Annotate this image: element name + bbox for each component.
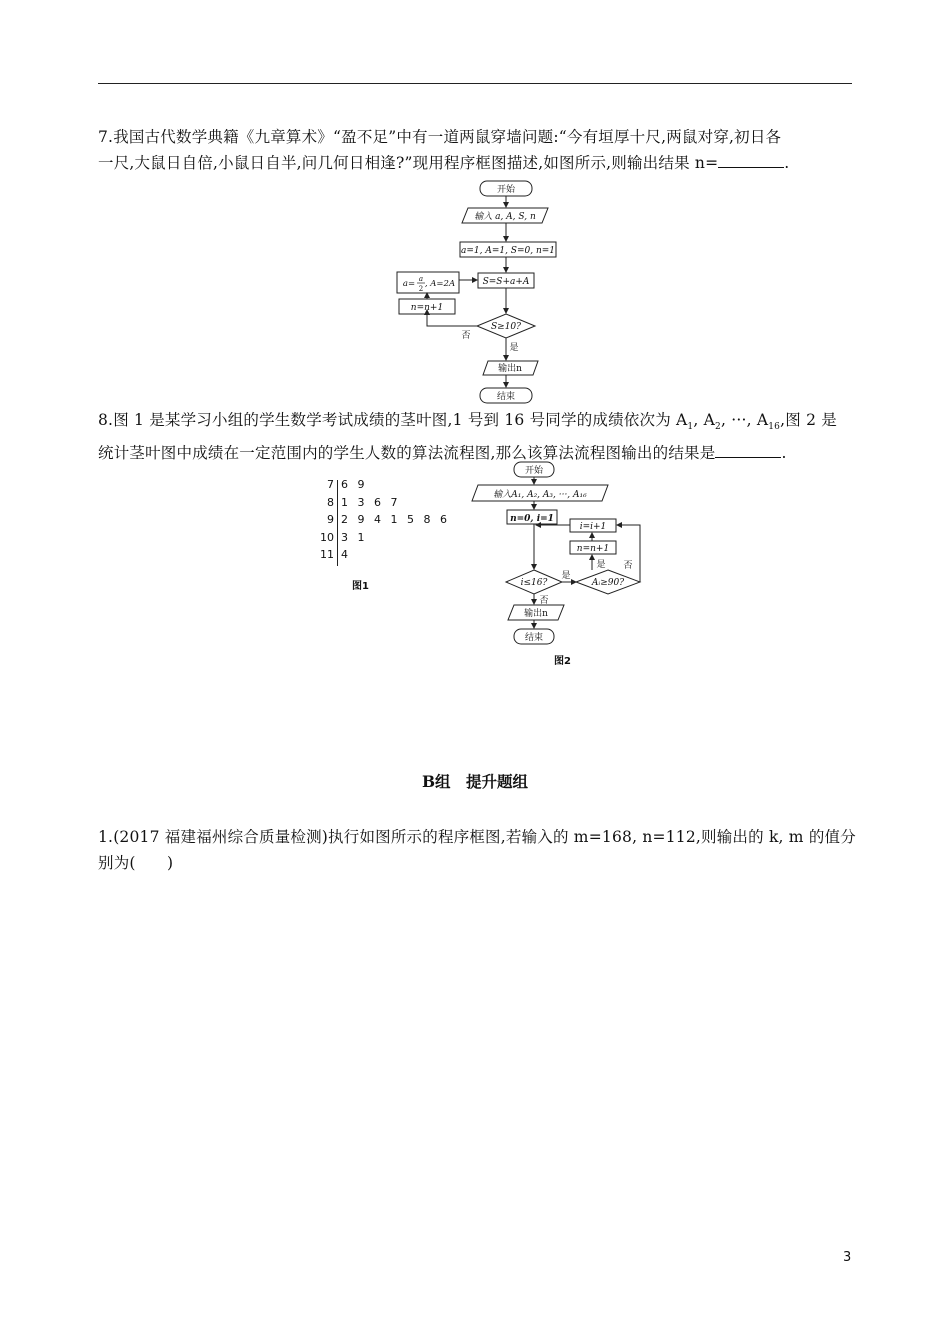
leaf-values: 2 9 4 1 5 8 6 [341,513,450,526]
q7-update-a-num: a [418,275,424,283]
page-number: 3 [843,1250,852,1265]
q8-sep-2: , ···, A [720,411,769,429]
q7-no-label: 否 [461,331,471,341]
q8-input-label: 输入A₁, A₂, A₃, ···, A₁₆ [493,490,587,500]
leaf-values: 3 1 [341,530,368,544]
stem-value: 8 [327,495,334,509]
q7-cond-label: S≥10? [491,322,521,332]
q8-line-1 [98,407,858,440]
q8-cond-i-label: i≤16? [520,578,548,588]
q7-output-label: 输出n [498,364,522,374]
q8-output-label: 输出n [524,609,548,619]
q8-sub-16: 16 [768,422,781,433]
answer-blank-q7[interactable] [718,153,784,168]
q8-line-1-text: 8.图 1 是某学习小组的学生数学考试成绩的茎叶图,1 号到 16 号同学的成绩依次为 A [98,411,688,429]
q8-line-2-end: . [781,444,787,463]
question-7 [98,124,858,176]
stem-value: 7 [327,478,334,491]
q7-update-a-den: 2 [418,285,424,293]
q7-end-label: 结束 [496,392,516,402]
q8-sep-1: , A [693,411,716,429]
q8-init-label: n=0, i=1 [510,514,554,524]
stem-value: 10 [320,530,334,544]
qb1-line-1: 1.(2017 福建福州综合质量检测)执行如图所示的程序框图,若输入的 m=168, n=112,则输出的 k, m 的值分 [98,828,856,846]
q8-flowchart [460,458,650,648]
answer-blank-q8[interactable] [715,443,781,458]
q8-no-i-label: 否 [539,596,549,606]
figure-1-caption: 图1 [352,581,369,592]
q8-start-label: 开始 [524,466,544,476]
q7-line-1: 7.我国古代数学典籍《九章算术》“盈不足”中有一道两鼠穿墙问题:“今有垣厚十尺,两鼠对穿,初日各 [98,128,782,146]
q8-yes-i-label: 是 [561,571,571,581]
q7-update-a-right: , A=2A [424,279,456,289]
figure-2-caption: 图2 [554,656,571,667]
section-heading: B组 提升题组 [421,772,529,791]
stem-leaf-divider [337,480,338,566]
q7-line-2-end: . [784,154,790,172]
q8-no-a-label: 否 [623,561,633,571]
q8-line-2-text: 统计茎叶图中成绩在一定范围内的学生人数的算法流程图,那么该算法流程图输出的结果是 [98,444,716,463]
qb1-line-2: 别为( ) [98,854,174,872]
q7-line-2-text: 一尺,大鼠日自倍,小鼠日自半,问几何日相逢?”现用程序框图描述,如图所示,则输出结果 n= [98,154,719,172]
q7-sum-label: S=S+a+A [482,277,530,287]
q7-flowchart [390,178,570,404]
q7-update-a-left: a= [402,279,416,289]
q7-init-label: a=1, A=1, S=0, n=1 [460,246,556,256]
q8-line-1-end: ,图 2 是 [780,411,837,429]
q8-inc-n-label: n=n+1 [576,544,610,554]
leaf-values: 4 [341,548,351,561]
question-b1 [98,824,858,876]
q7-incr-label: n=n+1 [410,303,444,313]
q8-sub-2: 2 [715,422,721,433]
q7-input-label: 输入 a, A, S, n [474,212,536,222]
stem-value: 11 [320,548,334,561]
top-rule [98,83,852,84]
q8-end-label: 结束 [524,633,544,643]
leaf-values: 6 9 [341,478,368,491]
q7-yes-label: 是 [509,343,519,353]
q8-inc-i-label: i=i+1 [579,522,607,532]
q7-line-2 [98,150,858,176]
q8-yes-a-label: 是 [596,560,606,570]
stem-value: 9 [327,513,334,526]
q8-sub-1: 1 [687,422,694,433]
leaf-values: 1 3 6 7 [341,495,401,509]
q8-cond-a-label: Aᵢ≥90? [591,578,625,588]
q7-start-label: 开始 [496,185,516,195]
